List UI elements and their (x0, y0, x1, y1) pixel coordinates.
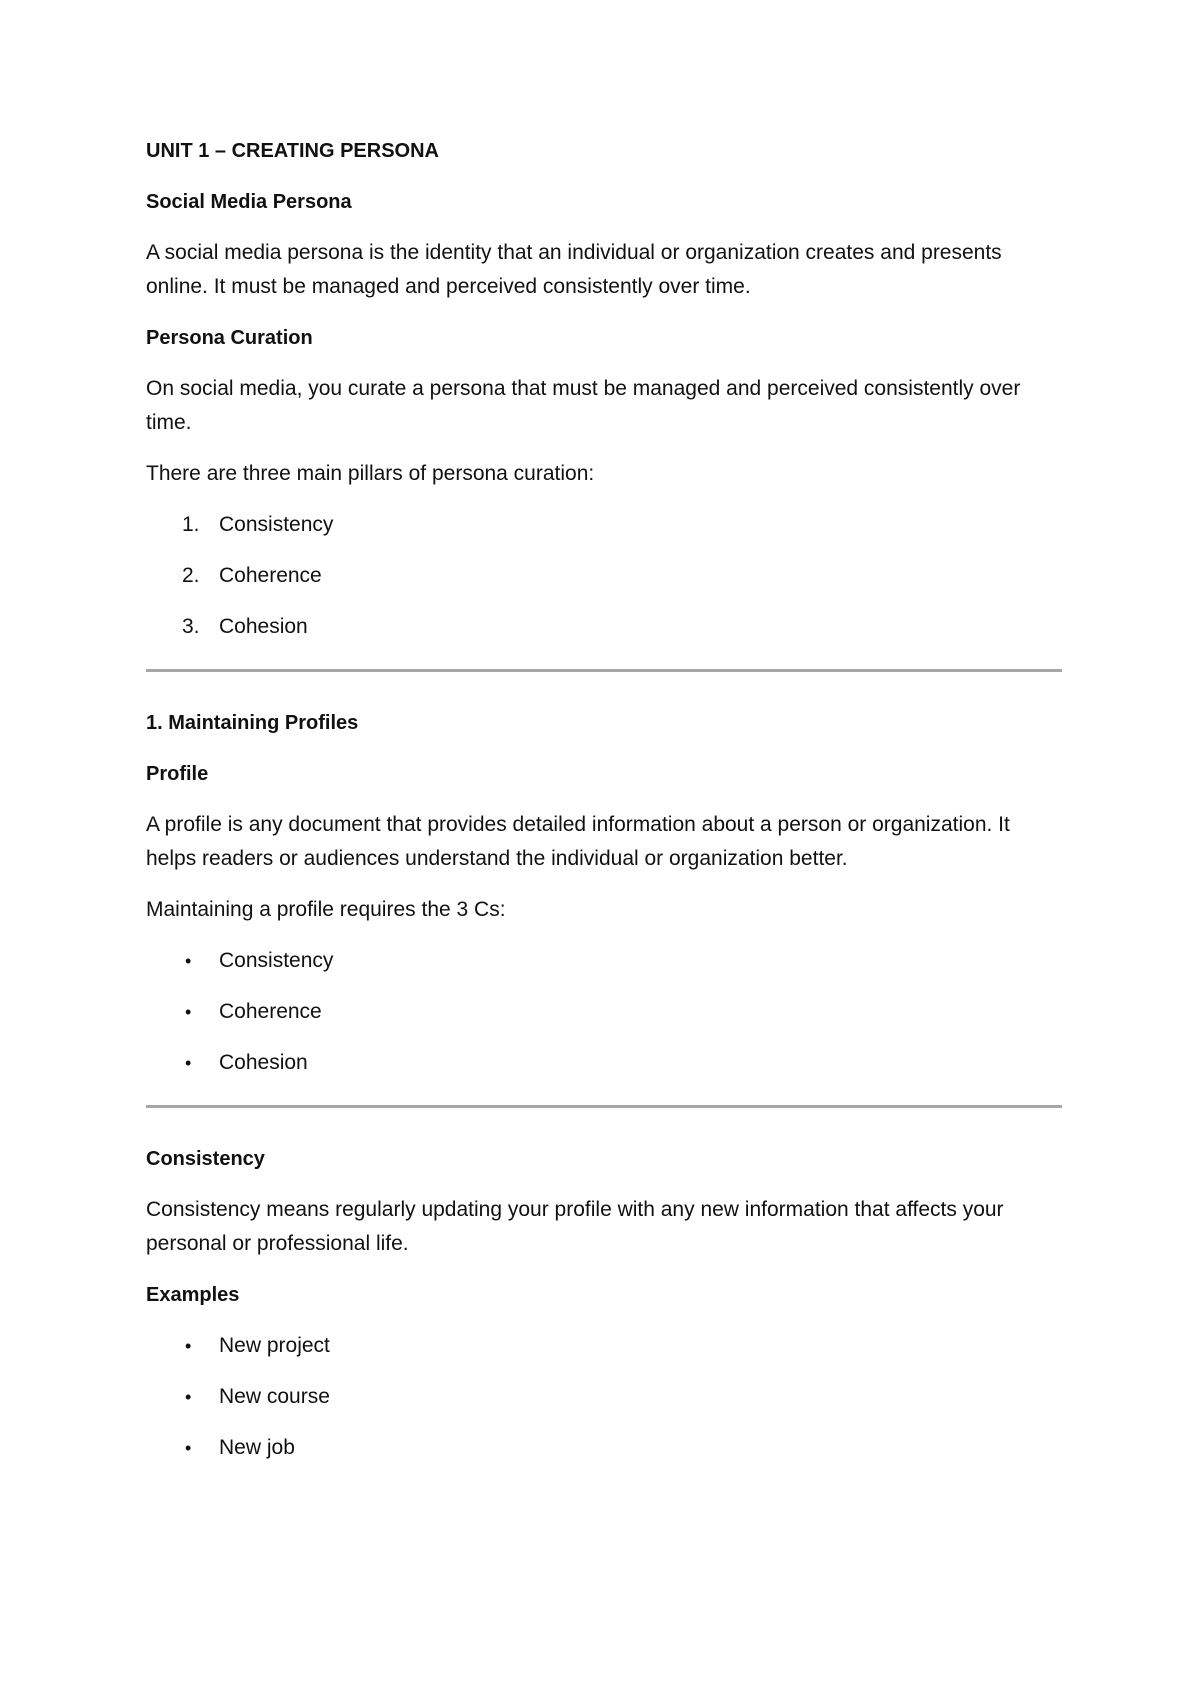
list-item (146, 1431, 1062, 1465)
list-item (146, 944, 1062, 978)
list-item (146, 1046, 1062, 1080)
three-cs-list (146, 944, 1062, 1080)
examples-list (146, 1329, 1062, 1465)
list-item (146, 1380, 1062, 1414)
bullet-icon: • (185, 1438, 192, 1458)
consistency-heading: Consistency (146, 1148, 265, 1170)
list-item-label: New job (219, 1436, 295, 1459)
list-item-label: New course (219, 1385, 330, 1408)
list-item-label: Consistency (219, 949, 334, 972)
list-item (146, 1329, 1062, 1363)
bullet-icon: • (185, 1053, 192, 1073)
unit-title: UNIT 1 – CREATING PERSONA (146, 140, 439, 162)
persona-curation-body: On social media, you curate a persona that must be managed and perceived consistently over time. (146, 377, 1021, 434)
profile-body: A profile is any document that provides detailed information about a person or organization. It helps readers or audiences understand the individual or organization better. (146, 813, 1010, 870)
bullet-icon: • (185, 1336, 192, 1356)
persona-curation-heading: Persona Curation (146, 327, 313, 349)
bullet-icon: • (185, 1002, 192, 1022)
list-item (146, 610, 1062, 644)
bullet-icon: • (185, 951, 192, 971)
profile-subheading: Profile (146, 763, 209, 785)
section-divider (146, 669, 1062, 672)
pillars-list (146, 508, 1062, 644)
persona-curation-intro: There are three main pillars of persona curation: (146, 462, 595, 485)
list-item (146, 995, 1062, 1029)
document-page (146, 134, 1062, 1482)
list-item-label: Coherence (219, 1000, 322, 1023)
maintaining-profiles-heading: 1. Maintaining Profiles (146, 712, 359, 734)
list-item-label: Coherence (219, 564, 322, 587)
examples-heading: Examples (146, 1284, 240, 1306)
list-number: 3. (182, 615, 200, 638)
list-item-label: Cohesion (219, 615, 308, 638)
list-item (146, 559, 1062, 593)
list-number: 2. (182, 564, 200, 587)
profile-intro: Maintaining a profile requires the 3 Cs: (146, 898, 506, 921)
social-media-persona-heading: Social Media Persona (146, 191, 352, 213)
section-divider (146, 1105, 1062, 1108)
consistency-body: Consistency means regularly updating your profile with any new information that affects your personal or professional life. (146, 1198, 1004, 1255)
list-item-label: New project (219, 1334, 330, 1357)
list-item-label: Cohesion (219, 1051, 308, 1074)
social-media-persona-body: A social media persona is the identity that an individual or organization creates and presents online. It must be managed and perceived consistently over time. (146, 241, 1002, 298)
bullet-icon: • (185, 1387, 192, 1407)
list-item (146, 508, 1062, 542)
list-number: 1. (182, 513, 200, 536)
list-item-label: Consistency (219, 513, 334, 536)
